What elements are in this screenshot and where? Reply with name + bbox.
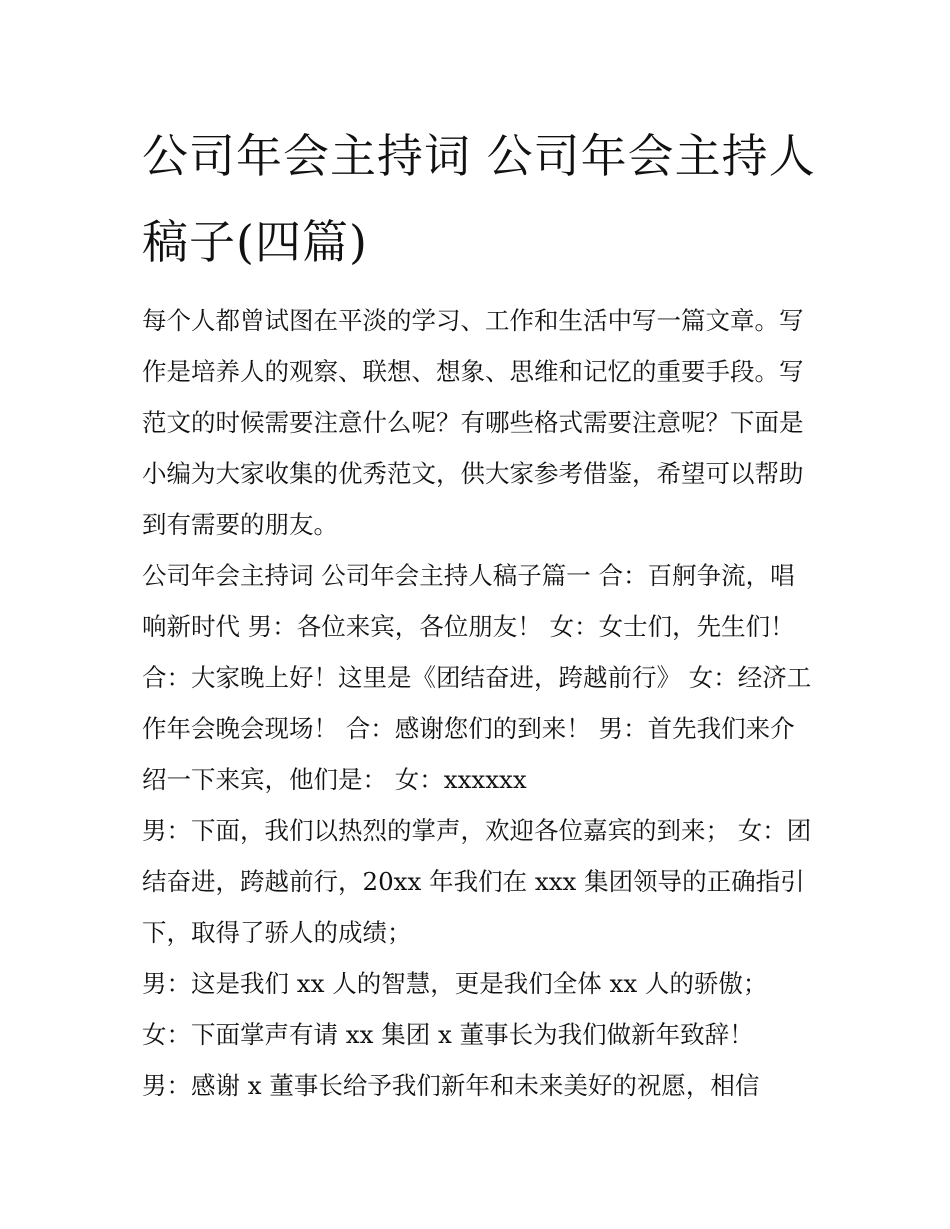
paragraph-welcome: 男：下面，我们以热烈的掌声，欢迎各位嘉宾的到来； 女：团结奋进，跨越前行，20xx 年我们在 xxx 集团领导的正确指引下，取得了骄人的成绩； [142,816,812,947]
paragraph-intro: 每个人都曾试图在平淡的学习、工作和生活中写一篇文章。写作是培养人的观察、联想、想象、思维和记忆的重要手段。写范文的时候需要注意什么呢？有哪些格式需要注意呢？下面是小编为大家收集的优秀范文，供大家参考借鉴，希望可以帮助到有需要的朋友。 [142,306,804,539]
paragraph-thanks: 男：感谢 x 董事长给予我们新年和未来美好的祝愿，相信 [142,1071,760,1100]
document-body [142,113,817,1111]
document-title: 公司年会主持词 公司年会主持人稿子(四篇) [142,129,816,269]
paragraph-opening: 公司年会主持词 公司年会主持人稿子篇一 合：百舸争流，唱响新时代 男：各位来宾，各位朋友！ 女：女士们，先生们！ 合：大家晚上好！这里是《团结奋进，跨越前行》 女：经济工作年会晚会现场！ 合：感谢您们的到来！ 男：首先我们来介绍一下来宾，他们是： 女：xxxxxx [142,561,812,794]
paragraph-pride: 男：这是我们 xx 人的智慧，更是我们全体 xx 人的骄傲； 女：下面掌声有请 xx 集团 x 董事长为我们做新年致辞！ [142,969,768,1049]
